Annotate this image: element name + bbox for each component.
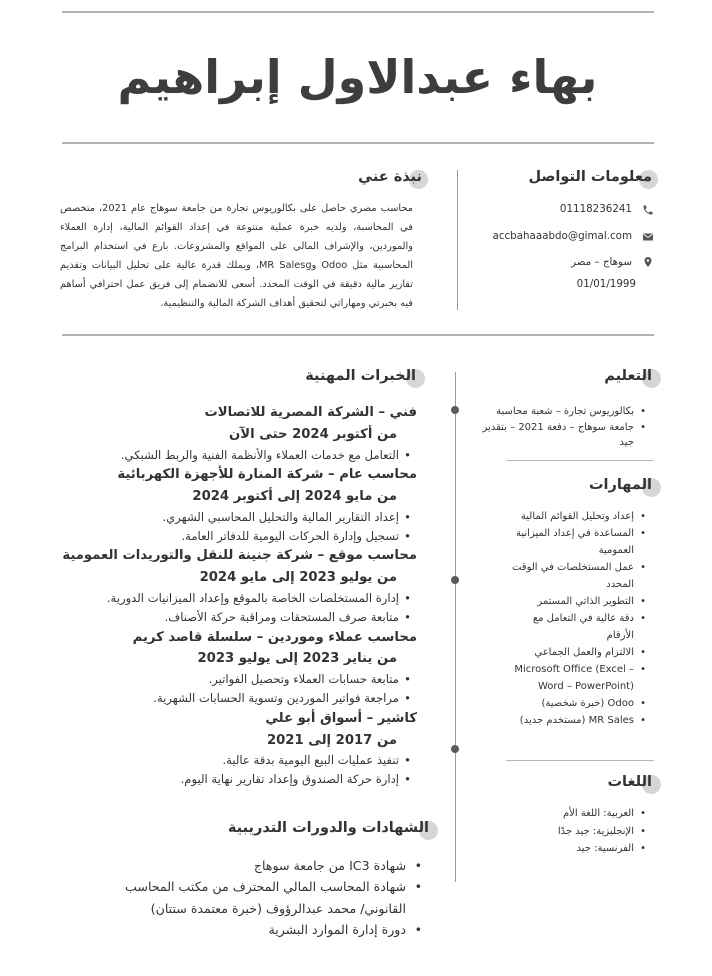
skill-item: • دقة عالية في التعامل مع الأرقام xyxy=(511,610,646,644)
job-duty: • متابعة صرف المستحقات ومراقبة حركة الأصناف. xyxy=(57,608,411,627)
job-date: من يوليو 2023 إلى مايو 2024 xyxy=(199,570,397,586)
job-duty: • تنفيذ عمليات البيع اليومية بدقة عالية. xyxy=(57,751,411,770)
about-divider xyxy=(62,334,654,336)
job-date: من أكتوبر 2024 حتى الآن xyxy=(229,426,397,442)
job-entry xyxy=(57,545,417,626)
experience-title: الخبرات المهنية xyxy=(305,368,416,384)
certificates-list xyxy=(92,855,422,941)
job-duties xyxy=(57,446,417,465)
timeline-dot-1 xyxy=(451,406,459,414)
skill-item: • عمل المستخلصات في الوقت المحدد xyxy=(511,559,646,593)
job-title: محاسب عام – شركة المنارة للأجهزة الكهربائية xyxy=(117,467,417,483)
timeline-dot-2 xyxy=(451,576,459,584)
job-duty: • إعداد التقارير المالية والتحليل المحاسبي الشهري. xyxy=(57,508,411,527)
timeline-dot-3 xyxy=(451,745,459,753)
location-icon xyxy=(642,256,654,268)
birthdate: 01/01/1999 xyxy=(576,278,636,290)
contact-title: معلومات التواصل xyxy=(528,169,652,185)
language-item: • العربية: اللغة الأم xyxy=(511,805,646,823)
about-title: نبذة عني xyxy=(358,169,422,185)
certificate-item: • شهادة المحاسب المالي المحترف من مكتب المحاسب القانوني/ محمد عبدالرؤوف (خبرة معتمدة ستتان) xyxy=(92,876,422,919)
skill-item: • Microsoft Office (Excel – Word – PowerPoint) xyxy=(511,661,646,695)
education-list xyxy=(476,404,646,451)
job-duties xyxy=(57,670,417,708)
experience-list xyxy=(57,402,417,789)
job-duty: • التعامل مع خدمات العملاء والأنظمة الفنية والربط الشبكي. xyxy=(57,446,411,465)
column-separator xyxy=(455,372,456,882)
languages-title: اللغات xyxy=(607,774,652,790)
job-duties xyxy=(57,751,417,789)
language-item: • الفرنسية: جيد xyxy=(511,840,646,858)
email-address: accbahaaabdo@gimal.com xyxy=(492,230,632,242)
job-duty: • إدارة حركة الصندوق وإعداد تقارير نهاية اليوم. xyxy=(57,770,411,789)
skills-title: المهارات xyxy=(588,477,652,493)
job-date: من يناير 2023 إلى يوليو 2023 xyxy=(197,651,397,667)
header-divider xyxy=(62,142,654,144)
job-duty: • مراجعة فواتير الموردين وتسوية الحسابات الشهرية. xyxy=(57,689,411,708)
email-icon xyxy=(642,231,654,243)
certificate-item: • شهادة IC3 من جامعة سوهاج xyxy=(92,855,422,876)
skills-list xyxy=(511,508,646,729)
job-duties xyxy=(57,508,417,546)
skill-item: • Odoo (خبرة شخصية) xyxy=(511,695,646,712)
job-date: من 2017 إلى 2021 xyxy=(266,732,397,748)
job-duty: • متابعة حسابات العملاء وتحصيل الفواتير. xyxy=(57,670,411,689)
phone-number: 01118236241 xyxy=(559,203,632,215)
location: سوهاج – مصر xyxy=(571,256,632,268)
job-entry xyxy=(57,627,417,708)
skills-divider xyxy=(506,760,654,761)
full-name: بهاء عبدالاول إبراهيم xyxy=(117,50,598,104)
job-entry xyxy=(57,464,417,545)
skill-item: • المساعدة في إعداد الميزانية العمومية xyxy=(511,525,646,559)
language-item: • الإنجليزية: جيد جدًا xyxy=(511,823,646,841)
skill-item: • الالتزام والعمل الجماعي xyxy=(511,644,646,661)
top-divider xyxy=(62,11,654,13)
phone-icon xyxy=(642,204,654,216)
job-entry xyxy=(57,402,417,464)
job-title: محاسب موقع – شركة جنينة للنقل والتوريدات العمومية xyxy=(62,548,417,564)
job-title: كاشير – أسواق أبو علي xyxy=(265,710,417,726)
job-duty: • تسجيل وإدارة الحركات اليومية للدفاتر العامة. xyxy=(57,527,411,546)
certificate-item: • دورة إدارة الموارد البشرية xyxy=(92,919,422,940)
languages-list xyxy=(511,805,646,858)
job-duty: • إدارة المستخلصات الخاصة بالموقع وإعداد الميزانيات الدورية. xyxy=(57,589,411,608)
job-entry xyxy=(57,708,417,789)
education-divider xyxy=(506,460,654,461)
education-title: التعليم xyxy=(604,368,652,384)
job-date: من مايو 2024 إلى أكتوبر 2024 xyxy=(192,489,397,505)
skill-item: • إعداد وتحليل القوائم المالية xyxy=(511,508,646,525)
about-text: محاسب مصري حاصل على بكالوريوس تجارة من جامعة سوهاج عام 2021، متخصص في المحاسبة، ولديه خبرة عملية متنوعة في إعداد القوائم المالية، إدارة العملاء والموردين، والإشراف المالي على المواقع والمشروعات. بارع في استخدام البرامج المحاسبية مثل Odoo وMR Salesg، ويملك قدرة عالية على تحليل البيانات وتقديم تقارير مالية دقيقة في الوقت المحدد. أسعى للانضمام إلى فريق عمل احترافي أساهم فيه بخبرتي ومهاراتي لتحقيق أهداف الشركة المالية والتنظيمية. xyxy=(60,203,414,310)
education-item: • بكالوريوس تجارة – شعبة محاسبة xyxy=(476,404,646,420)
job-title: فني – الشركة المصرية للاتصالات xyxy=(204,405,417,420)
skill-item: • MR Sales (مستخدم جديد) xyxy=(511,712,646,729)
education-item: • جامعة سوهاج – دفعة 2021 – بتقدير جيد xyxy=(476,420,646,451)
certificates-title: الشهادات والدورات التدريبية xyxy=(227,820,429,836)
job-title: محاسب عملاء وموردين – سلسلة قاصد كريم xyxy=(132,629,417,645)
skill-item: • التطوير الذاتي المستمر xyxy=(511,593,646,610)
contact-about-separator xyxy=(457,170,458,310)
job-duties xyxy=(57,589,417,627)
